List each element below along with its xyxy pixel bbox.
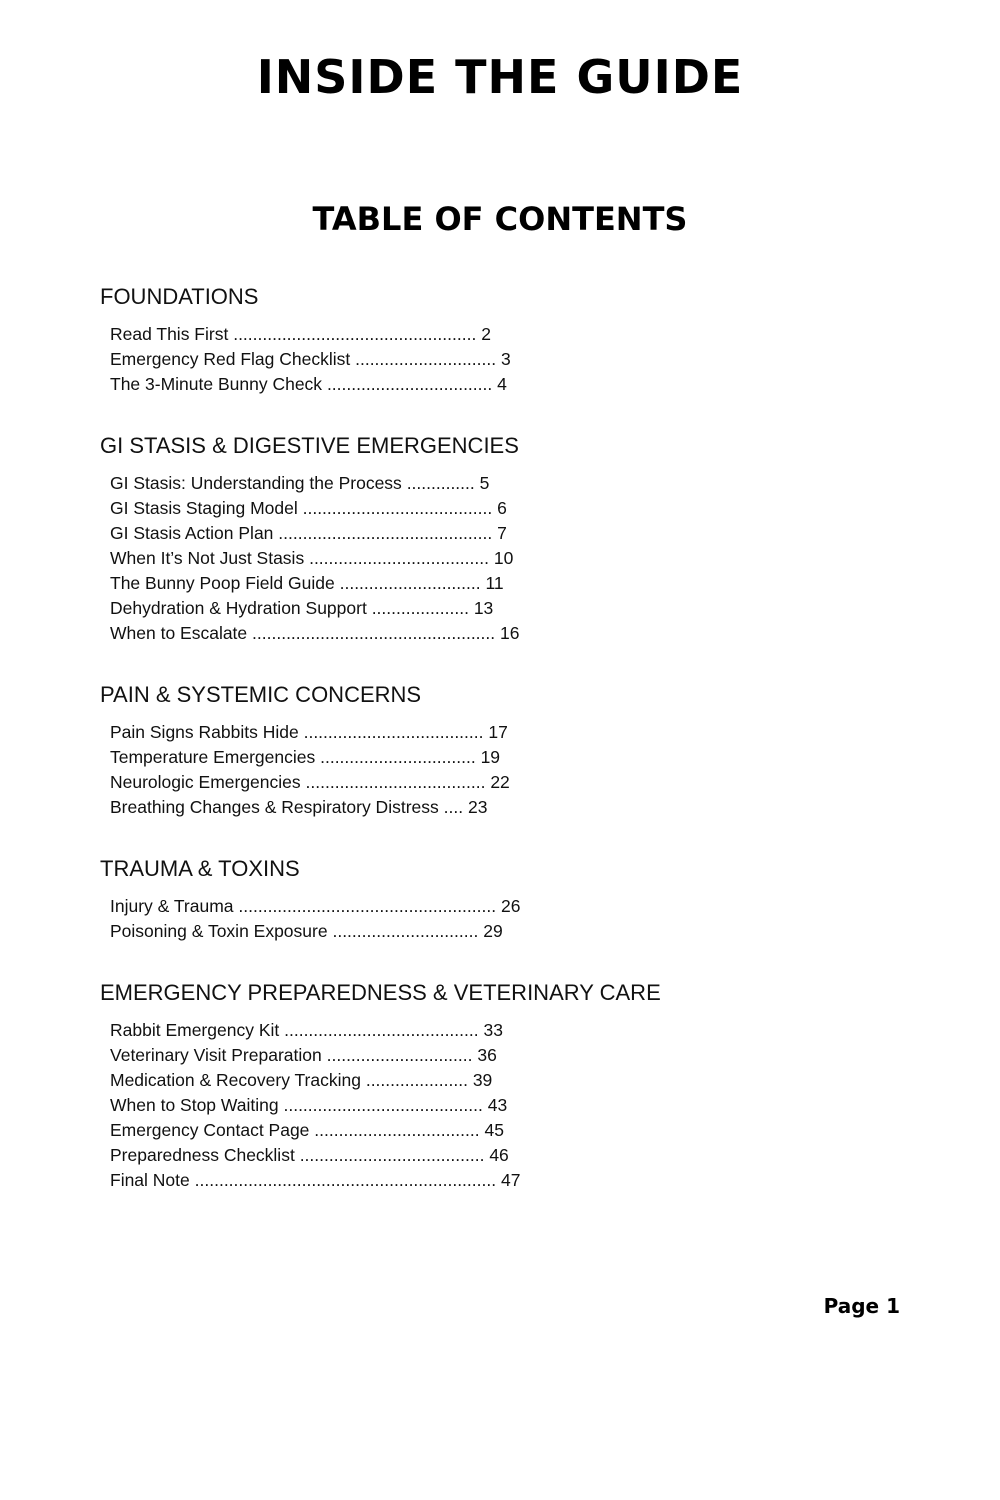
entry-page-number: 45: [484, 1120, 504, 1140]
section-heading: GI STASIS & DIGESTIVE EMERGENCIES: [100, 433, 519, 458]
entry-leader-dots: ......................................: [299, 1145, 485, 1165]
section-trauma-toxins: [100, 854, 900, 944]
entry-leader-dots: ..................................: [326, 374, 493, 394]
page-title: INSIDE THE GUIDE: [256, 50, 744, 104]
entry-label: GI Stasis Action Plan: [110, 523, 274, 543]
section-heading: PAIN & SYSTEMIC CONCERNS: [100, 682, 422, 707]
toc-entry[interactable]: [110, 1143, 900, 1168]
entry-page-number: 22: [490, 772, 510, 792]
entry-leader-dots: .....................: [365, 1070, 468, 1090]
entry-page-number: 46: [489, 1145, 509, 1165]
toc-entry[interactable]: [110, 770, 900, 795]
entry-label: When to Stop Waiting: [110, 1095, 279, 1115]
toc-entry[interactable]: [110, 1093, 900, 1118]
entry-label: GI Stasis: Understanding the Process: [110, 473, 402, 493]
toc-entry[interactable]: [110, 795, 900, 820]
entry-label: Injury & Trauma: [110, 896, 234, 916]
toc-entry[interactable]: [110, 322, 900, 347]
entry-leader-dots: .........................................: [283, 1095, 483, 1115]
entry-label: Poisoning & Toxin Exposure: [110, 921, 328, 941]
toc-entry[interactable]: [110, 546, 900, 571]
entry-page-number: 10: [493, 548, 514, 568]
entry-leader-dots: ..................................................: [233, 324, 477, 344]
entry-leader-dots: .....................................: [309, 548, 489, 568]
toc-entry[interactable]: [110, 621, 900, 646]
entry-page-number: 26: [500, 896, 521, 916]
entry-leader-dots: ..............................: [332, 921, 479, 941]
entry-page-number: 36: [477, 1045, 497, 1065]
entry-page-number: 43: [487, 1095, 508, 1115]
entry-page-number: 4: [497, 374, 507, 394]
entry-page-number: 13: [473, 598, 494, 618]
entry-page-number: 19: [480, 747, 501, 767]
entry-leader-dots: .............................: [339, 573, 481, 593]
entry-leader-dots: .....................................: [303, 722, 484, 742]
toc-entry[interactable]: [110, 1043, 900, 1068]
entry-leader-dots: ....................: [371, 598, 469, 618]
section-pain-systemic: [100, 680, 900, 820]
toc-entry[interactable]: [110, 1018, 900, 1043]
toc-entry[interactable]: [110, 894, 900, 919]
entry-leader-dots: ............................................: [278, 523, 493, 543]
section-heading: EMERGENCY PREPAREDNESS & VETERINARY CARE: [100, 980, 661, 1005]
section-heading: FOUNDATIONS: [100, 284, 259, 309]
entry-page-number: 33: [483, 1020, 503, 1040]
entry-label: Rabbit Emergency Kit: [110, 1020, 280, 1040]
toc-entry[interactable]: [110, 596, 900, 621]
toc-entry[interactable]: [110, 496, 900, 521]
toc-entry[interactable]: [110, 521, 900, 546]
entry-page-number: 16: [500, 623, 520, 643]
entry-leader-dots: .....................................................: [238, 896, 497, 916]
entry-leader-dots: ..............: [406, 473, 475, 493]
toc-title: TABLE OF CONTENTS: [312, 200, 688, 238]
entry-label: When to Escalate: [110, 623, 248, 643]
entry-label: Neurologic Emergencies: [110, 772, 301, 792]
toc-entry[interactable]: [110, 745, 900, 770]
entry-label: Emergency Red Flag Checklist: [110, 349, 351, 369]
entry-page-number: 5: [479, 473, 490, 493]
entry-label: Preparedness Checklist: [110, 1145, 295, 1165]
entry-page-number: 29: [483, 921, 503, 941]
entry-label: Temperature Emergencies: [110, 747, 316, 767]
entry-label: Pain Signs Rabbits Hide: [110, 722, 299, 742]
entry-leader-dots: ..............................................................: [194, 1170, 497, 1190]
toc-entry[interactable]: [110, 1068, 900, 1093]
entry-leader-dots: .............................: [355, 349, 497, 369]
entry-page-number: 17: [488, 722, 508, 742]
entry-leader-dots: ..............................: [326, 1045, 473, 1065]
page-number: Page 1: [823, 1294, 900, 1318]
entry-leader-dots: ..................................: [314, 1120, 480, 1140]
entry-leader-dots: ..................................................: [252, 623, 496, 643]
entry-page-number: 23: [467, 797, 488, 817]
toc-entry[interactable]: [110, 347, 900, 372]
entry-page-number: 39: [472, 1070, 493, 1090]
entry-label: The Bunny Poop Field Guide: [110, 573, 335, 593]
toc-entry[interactable]: [110, 372, 900, 397]
entry-label: Read This First: [110, 324, 229, 344]
toc-entry[interactable]: [110, 1118, 900, 1143]
entry-leader-dots: ................................: [320, 747, 476, 767]
section-foundations: [100, 282, 900, 397]
toc-entry[interactable]: [110, 571, 900, 596]
entry-page-number: 3: [500, 349, 511, 369]
entry-leader-dots: .....................................: [305, 772, 486, 792]
toc-entry[interactable]: [110, 1168, 900, 1193]
section-gi-stasis: [100, 431, 900, 646]
entry-page-number: 2: [481, 324, 491, 344]
entry-page-number: 7: [497, 523, 507, 543]
entry-page-number: 6: [497, 498, 507, 518]
entry-label: Breathing Changes & Respiratory Distress: [110, 797, 439, 817]
entry-label: When It’s Not Just Stasis: [110, 548, 305, 568]
section-preparedness-vet-care: [100, 978, 900, 1193]
toc-entry[interactable]: [110, 471, 900, 496]
entry-label: Final Note: [110, 1170, 190, 1190]
entry-page-number: 47: [500, 1170, 521, 1190]
entry-label: Emergency Contact Page: [110, 1120, 310, 1140]
entry-leader-dots: ........................................: [284, 1020, 479, 1040]
toc-entry[interactable]: [110, 919, 900, 944]
section-heading: TRAUMA & TOXINS: [100, 856, 300, 881]
entry-label: The 3-Minute Bunny Check: [110, 374, 323, 394]
entry-leader-dots: .......................................: [302, 498, 493, 518]
toc-sections: [100, 282, 900, 1227]
entry-label: GI Stasis Staging Model: [110, 498, 298, 518]
entry-label: Veterinary Visit Preparation: [110, 1045, 322, 1065]
entry-label: Dehydration & Hydration Support: [110, 598, 367, 618]
entry-leader-dots: ....: [443, 797, 464, 817]
entry-label: Medication & Recovery Tracking: [110, 1070, 361, 1090]
toc-entry[interactable]: [110, 720, 900, 745]
entry-page-number: 11: [485, 573, 504, 593]
